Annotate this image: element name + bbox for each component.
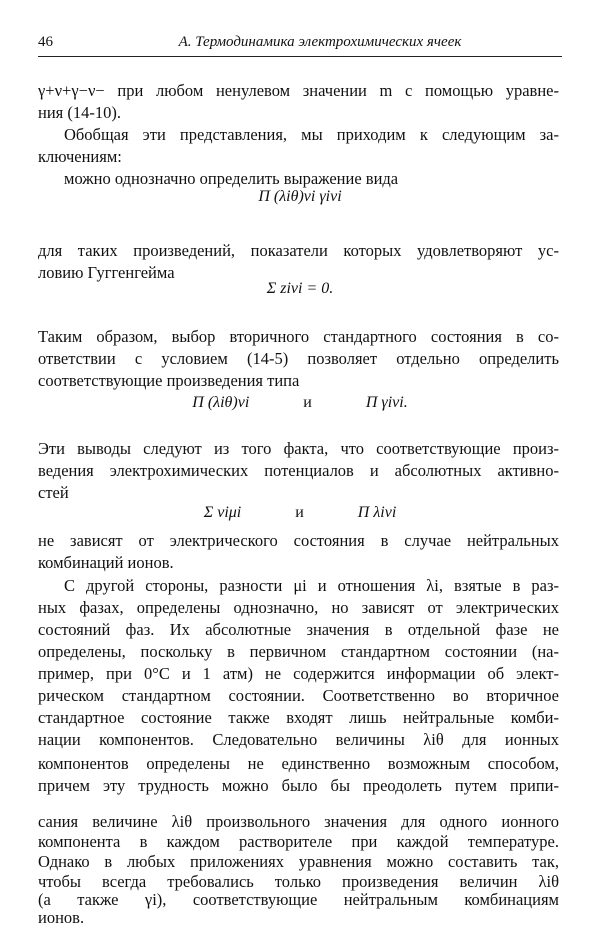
text-line: ионов. [38, 908, 85, 927]
formula-conjunction: и [303, 394, 312, 411]
text-line: Таким образом, выбор вторичного стандартного состояния в со- [38, 327, 559, 346]
text-line: Обобщая эти представления, мы приходим к следующим за- [64, 125, 559, 144]
formula-text: Π λiνi [357, 504, 397, 521]
text-line: ведения электрохимических потенциалов и абсолютных активно- [38, 461, 559, 480]
text-line: γ+ν+γ−ν− при любом ненулевом значении m с помощью уравне- [38, 81, 559, 100]
text-line: Эти выводы следуют из того факта, что соответствующие произ- [38, 439, 559, 458]
formula-text: Σ ziνi = 0. [266, 280, 334, 297]
text-line: не зависят от электрического состояния в случае нейтральных [38, 531, 559, 550]
formula-conjunction: и [295, 504, 304, 521]
text-line: для таких произведений, показатели которых удовлетворяют ус- [38, 241, 559, 260]
text-line: ключениям: [38, 147, 122, 166]
text-line: С другой стороны, разности μi и отношения λi, взятые в раз- [64, 576, 559, 595]
formula-text: Π (λiθ)νi [192, 394, 250, 411]
text-line: сания величине λiθ произвольного значения для одного ионного [38, 812, 559, 831]
formula-products-pair [0, 394, 600, 412]
text-line: ловию Гуггенгейма [38, 263, 175, 282]
text-line: стей [38, 483, 69, 502]
text-line: можно однозначно определить выражение вида [64, 169, 399, 188]
formula-sum-and-product [0, 504, 600, 522]
text-line: причем эту трудность можно было бы преодолеть путем припи- [38, 776, 559, 795]
running-title: А. Термодинамика электрохимических ячеек [178, 34, 462, 50]
formula-product-lambda-gamma [0, 188, 600, 206]
text-line: комбинаций ионов. [38, 553, 174, 572]
text-line: нации компонентов. Следовательно величины λiθ для ионных [38, 730, 559, 749]
text-line: ния (14-10). [38, 103, 121, 122]
text-line: ответствии с условием (14-5) позволяет отдельно определить [38, 349, 559, 368]
page-number: 46 [38, 34, 53, 50]
text-line: соответствующие произведения типа [38, 371, 300, 390]
text-line: пример, при 0°C и 1 атм) не содержится информации об элект- [38, 664, 559, 683]
formula-text: Π γiνi. [365, 394, 408, 411]
text-line: рическом стандартном состоянии. Соответственно во вторичное [38, 686, 559, 705]
text-line: чтобы всегда требовались только произведения величин λiθ [38, 872, 559, 891]
text-line: Однако в любых приложениях уравнения можно составить так, [38, 852, 559, 871]
text-line: компонента в каждом растворителе при каждой температуре. [38, 832, 559, 851]
text-line: определены, поскольку в первичном стандартном состоянии (на- [38, 642, 559, 661]
text-line: компонентов определены не единственно возможным способом, [38, 754, 559, 773]
formula-guggenheim-condition [0, 280, 600, 298]
formula-text: Σ νiμi [203, 504, 242, 521]
running-header [38, 30, 562, 57]
text-line: (а также γi), соответствующие нейтральным комбинациям [38, 890, 559, 909]
text-line: состояний фаз. Их абсолютные значения в отдельной фазе не [38, 620, 559, 639]
formula-text: Π (λiθ)νi γiνi [258, 188, 342, 205]
text-line: стандартное состояние также входят лишь нейтральные комби- [38, 708, 559, 727]
text-line: ных фазах, определены однозначно, но зависят от электрических [38, 598, 559, 617]
